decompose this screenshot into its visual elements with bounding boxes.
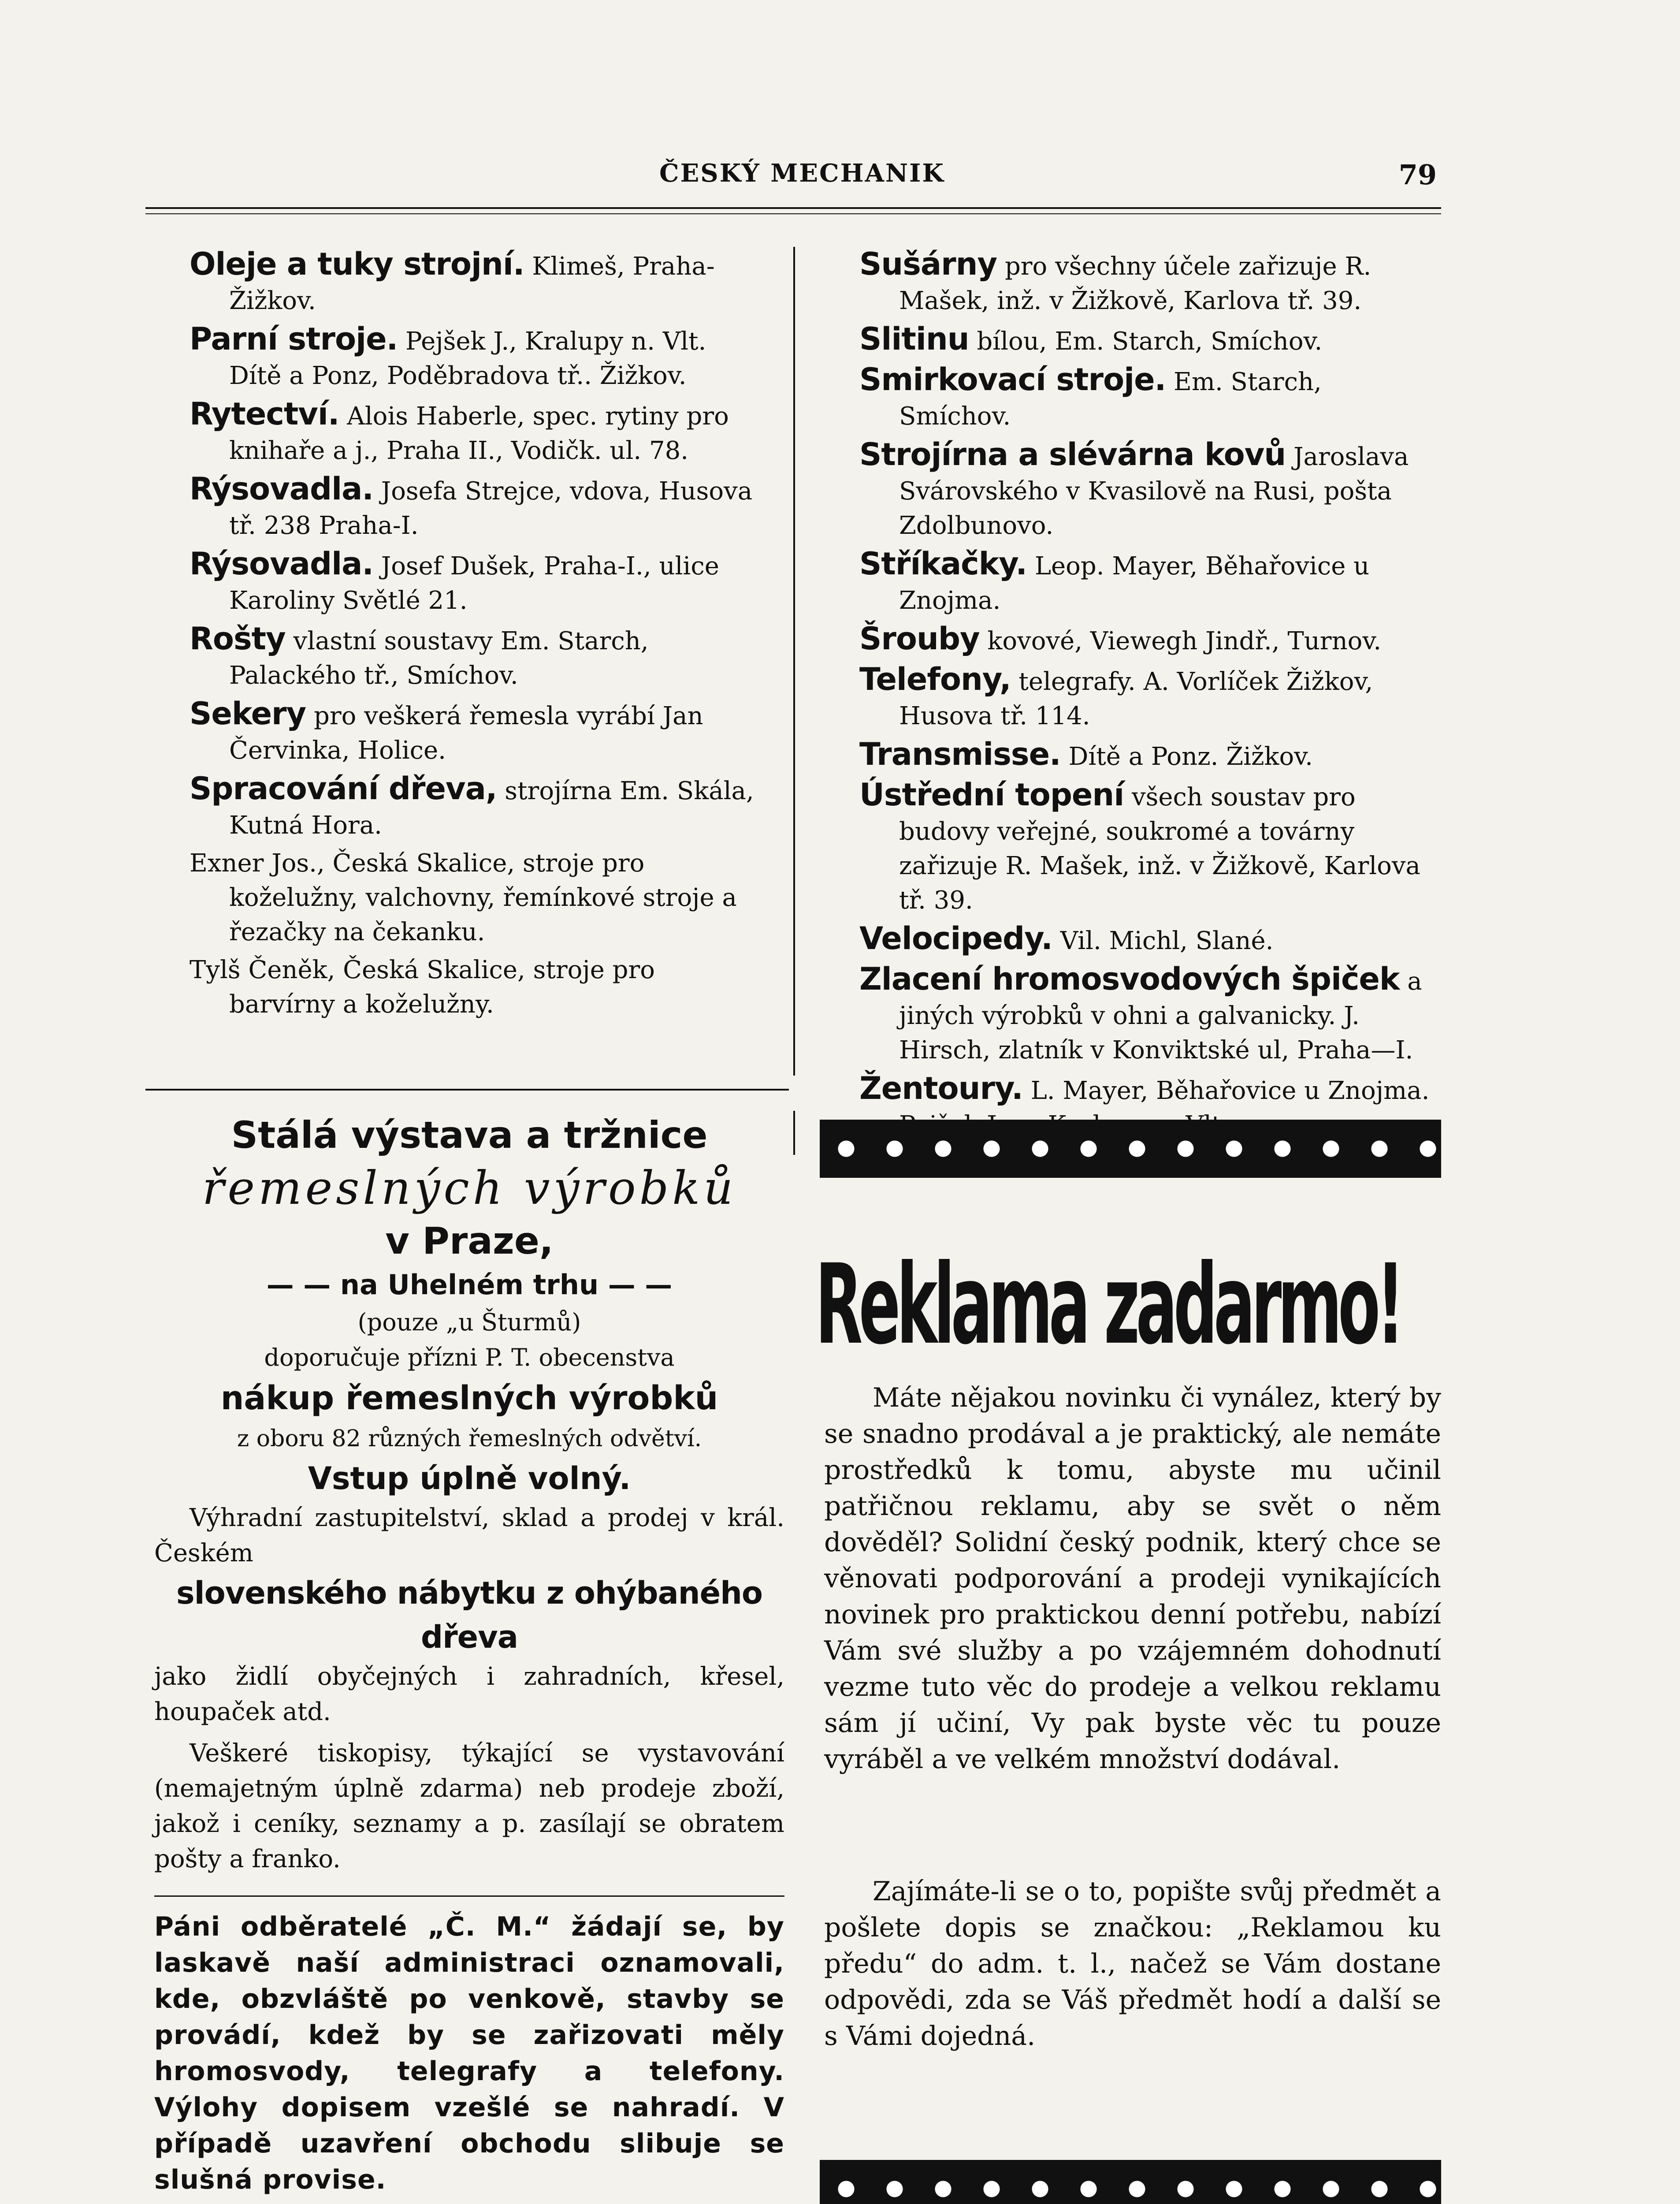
entry-heading: Slitinu — [859, 321, 969, 357]
left-entry — [190, 472, 762, 543]
left-entry — [190, 696, 762, 768]
header-rule — [145, 207, 1441, 209]
entry-heading: Rýsovadla. — [190, 471, 373, 507]
entry-heading: Stříkačky. — [859, 546, 1027, 582]
entry-text: a jiných výrobků v ohni a galvanicky. J. Hirsch, zlatník v Konviktské ul, Praha—I. — [899, 967, 1422, 1065]
entry-text: bílou, Em. Starch, Smíchov. — [969, 327, 1323, 356]
entry-heading: Oleje a tuky strojní. — [190, 246, 524, 282]
entry-heading: Šrouby — [859, 621, 980, 657]
entry-text: strojírna Em. Skála, Kutná Hora. — [229, 777, 754, 840]
right-entry — [859, 778, 1432, 918]
left-entry — [190, 547, 762, 618]
entry-text: Josefa Strejce, vdova, Husova tř. 238 Praha-I. — [229, 477, 753, 540]
exhibit-purchase: nákup řemeslných výrobků — [220, 1379, 718, 1417]
column-divider — [793, 247, 795, 1076]
entry-heading: Ústřední topení — [859, 777, 1124, 813]
right-entry — [859, 322, 1432, 359]
subscriber-notice: Páni odběratelé „Č. M.“ žádají se, by laskavě naší administraci oznamovali, kde, obzvláště po venkově, stavby se provádí, kdež by se zařizovati měly hromosvody, telegrafy a telefony. Výlohy dopisem vzešlé se nahradí. V případě uzavření obchodu slibuje se slušná provise. — [154, 1911, 784, 2195]
entry-heading: Transmisse. — [859, 736, 1061, 772]
right-entry — [859, 737, 1432, 774]
left-entry — [190, 397, 762, 468]
entry-text: Jaroslava Svárovského v Kvasilově na Rusi, pošta Zdolbunovo. — [899, 443, 1409, 540]
entry-text: Pejšek J., Kralupy n. Vlt. Dítě a Ponz, Poděbradova tř.. Žižkov. — [229, 327, 706, 390]
entry-text: kovové, Viewegh Jindř., Turnov. — [979, 627, 1382, 655]
exhibit-title: Stálá výstava a tržnice — [231, 1113, 708, 1157]
directory-left-column — [190, 247, 762, 1025]
exhibit-paragraph-3: Veškeré tiskopisy, týkající se vystavování (nemajetným úplně zdarma) neb prodeje zboží, jakož i ceníky, seznamy a p. zasílají se obratem pošty a franko. — [154, 1739, 784, 1873]
entry-heading: Strojírna a slévárna kovů — [859, 436, 1286, 473]
left-entry — [190, 953, 762, 1022]
entry-text: Alois Haberle, spec. rytiny pro knihaře a j., Praha II., Vodičk. ul. 78. — [229, 402, 729, 465]
exhibit-location: — — na Uhelném trhu — — — [266, 1269, 673, 1301]
entry-text: Josef Dušek, Praha-I., ulice Karoliny Světlé 21. — [229, 552, 719, 615]
entry-text: pro všechny účele zařizuje R. Mašek, inž. v Žižkově, Karlova tř. 39. — [899, 252, 1372, 315]
entry-heading: Rošty — [190, 621, 286, 657]
header-rule-thin — [145, 213, 1441, 214]
exhibit-recommend: doporučuje přízni P. T. obecenstva — [264, 1344, 675, 1371]
entry-text: Leop. Mayer, Běhařovice u Znojma. — [899, 552, 1370, 615]
entry-text: Klimeš, Praha-Žižkov. — [229, 252, 715, 315]
left-entry — [190, 771, 762, 843]
entry-text: vlastní soustavy Em. Starch, Palackého tř., Smíchov. — [229, 627, 649, 690]
right-entry — [859, 437, 1432, 543]
running-title: ČESKÝ MECHANIK — [659, 159, 945, 188]
entry-heading: Rýsovadla. — [190, 546, 373, 582]
left-entry — [190, 247, 762, 318]
entry-heading: Parní stroje. — [190, 321, 398, 357]
entry-text: pro veškerá řemesla vyrábí Jan Červinka, Holice. — [229, 702, 703, 765]
right-entry — [859, 662, 1432, 733]
entry-text: Tylš Čeněk, Česká Skalice, stroje pro barvírny a koželužny. — [190, 956, 655, 1019]
exhibit-paragraph-2: jako židlí obyčejných i zahradních, křesel, houpaček atd. — [154, 1662, 784, 1726]
right-entry — [859, 547, 1432, 618]
left-entry — [190, 322, 762, 393]
right-entry — [859, 362, 1432, 434]
entry-text: telegrafy. A. Vorlíček Žižkov, Husova tř. 114. — [899, 667, 1373, 730]
page-number: 79 — [1398, 159, 1437, 191]
entry-text: L. Mayer, Běhařovice u Znojma. — [1030, 1076, 1430, 1105]
entry-heading: Telefony, — [859, 661, 1011, 697]
ad-divider — [793, 1111, 795, 1155]
entry-heading: Smirkovací stroje. — [859, 361, 1166, 398]
exhibit-ad — [154, 1111, 784, 1877]
left-entry — [190, 846, 762, 949]
entry-text: Em. Starch, Smíchov. — [899, 368, 1322, 431]
entry-text: Exner Jos., Česká Skalice, stroje pro koželužny, valchovny, řemínkové stroje a řezačky na čekanku. — [190, 849, 737, 946]
notice-rule — [154, 1895, 784, 1897]
right-entry — [859, 622, 1432, 659]
entry-heading: Zlacení hromosvodových špiček — [859, 961, 1400, 997]
entry-text: Dítě a Ponz. Žižkov. — [1060, 742, 1313, 771]
ad-title: Reklama zadarmo! — [815, 1240, 1401, 1369]
directory-right-column — [859, 247, 1432, 1146]
exhibit-city: v Praze, — [385, 1219, 554, 1262]
section-rule-left — [145, 1089, 789, 1091]
exhibit-furniture: slovenského nábytku z ohýbaného dřeva — [176, 1575, 763, 1655]
entry-heading: Velocipedy. — [859, 920, 1052, 957]
exhibit-note: (pouze „u Šturmů) — [357, 1308, 581, 1336]
entry-heading: Žentoury. — [859, 1070, 1023, 1106]
ornament-border-bottom — [820, 2160, 1441, 2204]
ad-paragraph-2: Zajímáte-li se o to, popište svůj předmět a pošlete dopis se značkou: „Reklamou ku předu“ do adm. t. l., načež se Vám dostane odpovědi, zda se Váš předmět hodí a další se s Vámi dojedná. — [824, 1876, 1441, 2051]
right-entry — [859, 962, 1432, 1068]
entry-heading: Spracování dřeva, — [190, 771, 497, 807]
exhibit-scope: z oboru 82 různých řemeslných odvětví. — [237, 1426, 702, 1452]
entry-text: všech soustav pro budovy veřejné, soukromé a továrny zařizuje R. Mašek, inž. v Žižkově, Karlova tř. 39. — [899, 783, 1420, 915]
right-entry — [859, 921, 1432, 958]
entry-heading: Rytectví. — [190, 396, 339, 432]
entry-heading: Sekery — [190, 696, 306, 732]
entry-text: Vil. Michl, Slané. — [1052, 927, 1274, 955]
exhibit-paragraph-1: Výhradní zastupitelství, sklad a prodej v král. Českém — [154, 1504, 784, 1567]
exhibit-entry: Vstup úplně volný. — [308, 1460, 631, 1497]
right-entry — [859, 247, 1432, 318]
ornament-border-top — [820, 1120, 1441, 1178]
entry-heading: Sušárny — [859, 246, 997, 282]
ad-paragraph-1: Máte nějakou novinku či vynález, který by se snadno prodával a je praktický, ale nemáte prostředků k tomu, abyste mu učinil patřičnou reklamu, aby se svět o něm dověděl? Solidní český podnik, který chce se věnovati podporování a prodeji vynikajících novinek pro praktickou denní potřebu, nabízí Vám své služby a po vzájemném dohodnutí vezme tuto věc do prodeje a velkou reklamu sám jí učiní, Vy pak byste věc tu pouze vyráběl a ve velkém množství dodával. — [824, 1382, 1441, 1775]
exhibit-subtitle: řemeslných výrobků — [202, 1161, 737, 1215]
left-entry — [190, 622, 762, 693]
